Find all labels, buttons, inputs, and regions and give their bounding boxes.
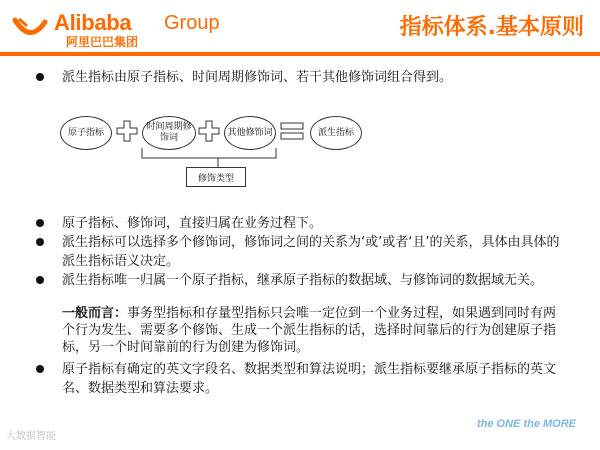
bullet-dot-icon bbox=[36, 219, 44, 227]
modifier-bracket bbox=[140, 148, 280, 168]
time-modifier-oval bbox=[142, 116, 196, 150]
plus-icon bbox=[116, 120, 138, 142]
bullet-dot-icon bbox=[36, 365, 44, 373]
brand-name: Alibaba bbox=[54, 10, 132, 35]
modifier-type-label: 修饰类型 bbox=[197, 173, 234, 184]
derived-metric-oval bbox=[310, 116, 362, 150]
atomic-metric-label: 原子指标 bbox=[67, 127, 104, 138]
bullet-text: 原子指标有确定的英文字段名、数据类型和算法说明；派生指标要继承原子指标的英文名、数据类型和算法要求。 bbox=[62, 362, 557, 396]
header bbox=[0, 0, 600, 56]
note-lead: 一般而言： bbox=[62, 306, 128, 321]
note-paragraph bbox=[62, 305, 562, 356]
bullet-text: 派生指标唯一归属一个原子指标，继承原子指标的数据域、与修饰词的数据域无关。 bbox=[62, 273, 544, 288]
bullet-item bbox=[36, 271, 566, 290]
footer-watermark: 大数据智能 bbox=[6, 431, 56, 442]
bullet-text: 原子指标、修饰词，直接归属在业务过程下。 bbox=[62, 216, 323, 231]
bullet-dot-icon bbox=[36, 238, 44, 246]
derived-metric-label: 派生指标 bbox=[317, 127, 354, 138]
bullet-text: 派生指标可以选择多个修饰词，修饰词之间的关系为‘或’或者‘且’的关系，具体由具体的派生指标语义决定。 bbox=[62, 235, 560, 269]
brand-suffix: Group bbox=[164, 12, 220, 34]
slide-title: 指标体系.基本原则 bbox=[399, 15, 584, 40]
equals-icon bbox=[280, 120, 304, 142]
alibaba-smile-icon bbox=[12, 14, 48, 42]
bullet-item bbox=[36, 214, 566, 233]
atomic-metric-oval bbox=[60, 116, 112, 150]
brand-cn: 阿里巴巴集团 bbox=[66, 35, 139, 49]
header-divider bbox=[0, 52, 600, 56]
other-modifier-label: 其他修饰词 bbox=[227, 127, 273, 138]
other-modifier-oval bbox=[224, 116, 276, 150]
modifier-type-box bbox=[186, 167, 246, 187]
bullet-dot-icon bbox=[36, 276, 44, 284]
metric-composition-diagram bbox=[60, 110, 380, 190]
bullet-item bbox=[36, 233, 566, 271]
bullet-item bbox=[36, 68, 566, 87]
bullet-item bbox=[36, 360, 566, 398]
plus-icon bbox=[198, 120, 220, 142]
bullet-text: 派生指标由原子指标、时间周期修饰词、若干其他修饰词组合得到。 bbox=[62, 70, 453, 85]
note-body: 事务型指标和存量型指标只会唯一定位到一个业务过程，如果遇到同时有两个行为发生、需要多个修饰、生成一个派生指标的话，选择时间靠后的行为创建原子指标，另一个时间靠前的行为创建为修饰词。 bbox=[62, 306, 557, 355]
footer-slogan: the ONE the MORE bbox=[476, 418, 576, 430]
time-modifier-label: 时间周期修饰词 bbox=[146, 122, 192, 143]
bullet-dot-icon bbox=[36, 73, 44, 81]
